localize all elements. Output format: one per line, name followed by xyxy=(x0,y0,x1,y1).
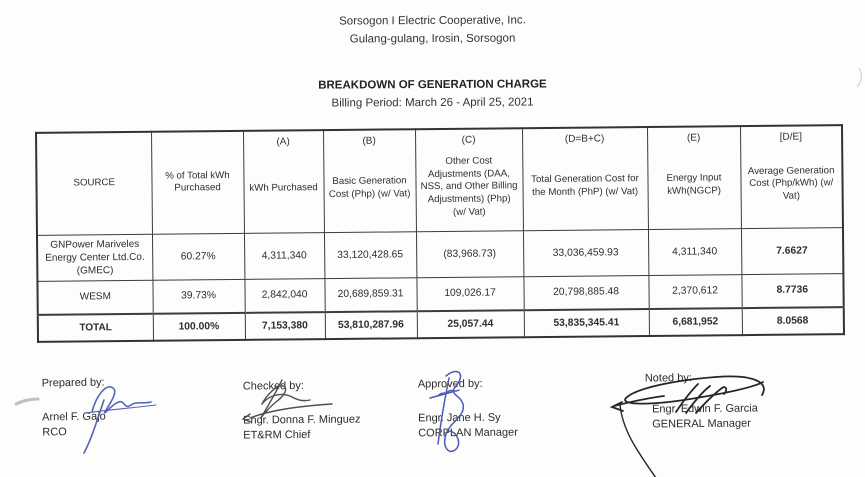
header-cell-total-cost: (D=B+C) Total Generation Cost for the Month (PhP) (w/ Vat) xyxy=(522,127,648,230)
signature-heading: Noted by: xyxy=(644,372,692,385)
company-address: Gulang-gulang, Irosin, Sorsogon xyxy=(349,32,516,46)
cell-percent: 100.00% xyxy=(153,313,245,341)
letterhead xyxy=(0,11,865,51)
signatory-title: ET&RM Chief xyxy=(243,428,311,442)
cell-source: TOTAL xyxy=(38,314,153,342)
signatory-title: GENERAL Manager xyxy=(652,417,751,431)
cell-kwh-purchased: 4,311,340 xyxy=(244,232,324,279)
cell-energy-input: 6,681,952 xyxy=(649,308,742,336)
cell-energy-input: 4,311,340 xyxy=(648,228,741,275)
cell-average-cost: 7.6627 xyxy=(741,227,843,274)
generation-charge-table xyxy=(35,124,845,343)
cell-total-cost: 33,036,459.93 xyxy=(523,229,648,276)
cell-total-cost: 53,835,345.41 xyxy=(524,309,649,337)
signature-block-prepared xyxy=(42,377,106,439)
signature-heading: Approved by: xyxy=(417,377,483,391)
header-cell-source: SOURCE xyxy=(36,132,152,235)
header-cell-basic-cost: (B) Basic Generation Cost (Php) (w/ Vat) xyxy=(323,129,416,232)
header-cell-average-cost: [D/E] Average Generation Cost (Php/kWh) (w/ Vat) xyxy=(740,125,843,228)
signature-block-approved xyxy=(418,378,518,440)
header-cell-kwh-purchased: (A) kWh Purchased xyxy=(243,130,324,233)
header-cell-percent: % of Total kWh Purchased xyxy=(151,131,244,234)
header-row xyxy=(36,125,843,235)
cell-basic-cost: 20,689,859.31 xyxy=(324,277,416,312)
signatory-title: RCO xyxy=(42,426,67,439)
cell-source: GNPower Mariveles Energy Center Ltd.Co. (GMEC) xyxy=(37,234,152,281)
signatory-name: Arnel F. Gajo xyxy=(42,410,106,424)
cell-other-adjustments: (83,968.73) xyxy=(416,230,523,277)
cell-other-adjustments: 25,057.44 xyxy=(417,310,524,338)
document-title-block xyxy=(0,74,865,115)
cell-kwh-purchased: 2,842,040 xyxy=(244,278,324,313)
signature-heading: Prepared by: xyxy=(41,376,105,390)
signature-block-checked xyxy=(243,379,361,441)
company-name: Sorsogon I Electric Cooperative, Inc. xyxy=(339,14,526,28)
cell-average-cost: 8.7736 xyxy=(741,273,843,308)
signatory-name: Engr. Edwin F. Garcia xyxy=(652,402,758,416)
signatory-name: Engr. Jane H. Sy xyxy=(418,411,501,425)
cell-other-adjustments: 109,026.17 xyxy=(416,276,523,311)
cell-source: WESM xyxy=(37,280,152,315)
cell-basic-cost: 33,120,428.65 xyxy=(324,231,416,278)
signatory-title: CORPLAN Manager xyxy=(418,426,518,440)
cell-average-cost: 8.0568 xyxy=(742,307,844,335)
header-cell-other-adjustments: (C) Other Cost Adjustments (DAA, NSS, and Other Billing Adjustments) (Php) (w/ Vat) xyxy=(415,128,523,231)
cell-percent: 60.27% xyxy=(152,233,244,280)
document-title: BREAKDOWN OF GENERATION CHARGE xyxy=(318,78,547,92)
cell-kwh-purchased: 7,153,380 xyxy=(245,312,325,340)
cell-total-cost: 20,798,885.48 xyxy=(523,275,648,310)
signatory-name: Engr. Donna F. Minguez xyxy=(243,413,361,427)
cell-energy-input: 2,370,612 xyxy=(648,274,741,309)
header-cell-energy-input: (E) Energy Input kWh(NGCP) xyxy=(647,126,741,229)
table-row-gmec xyxy=(37,227,843,281)
signature-heading: Checked by: xyxy=(242,379,304,393)
cell-percent: 39.73% xyxy=(152,279,244,314)
cell-basic-cost: 53,810,287.96 xyxy=(325,311,417,339)
signature-block-noted xyxy=(645,372,758,431)
billing-period: Billing Period: March 26 - April 25, 2021 xyxy=(331,96,534,110)
